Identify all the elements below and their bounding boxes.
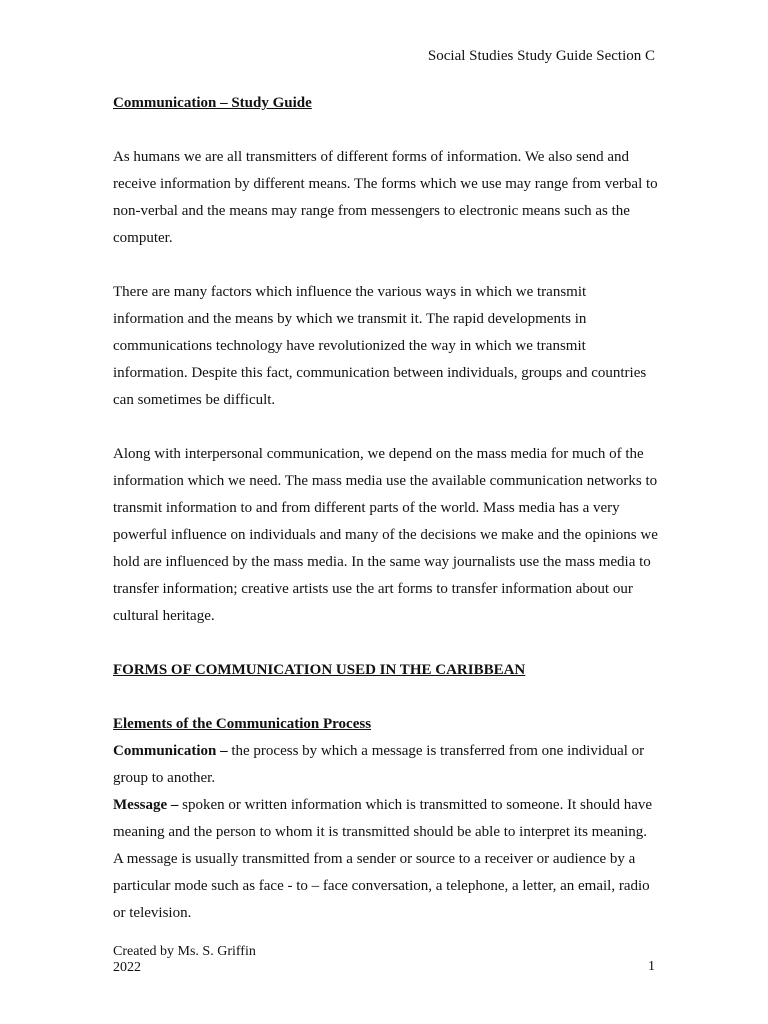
definition-text: spoken or written information which is transmitted to someone. It should have meaning and the person to whom it is transmitted should be able to interpret its meaning. A message is usually transmitted from a sender or source to a receiver or audience by a particular mode such as face - to – face conversation, a telephone, a letter, an email, radio or television. — [113, 797, 653, 921]
sub-heading: Elements of the Communication Process — [113, 716, 372, 732]
definition-message — [113, 792, 658, 927]
definition-term: Communication – — [113, 743, 228, 759]
definition-text: the process by which a message is transferred from one individual or group to another. — [113, 743, 645, 786]
page-number: 1 — [648, 959, 655, 974]
document-body — [113, 90, 658, 927]
footer-year: 2022 — [113, 960, 141, 975]
paragraph-factors: There are many factors which influence the various ways in which we transmit information and the means by which we transmit it. The rapid developments in communications technology have revolutionized the way in which we transmit information. Despite this fact, communication between individuals, groups and countries can sometimes be difficult. — [113, 284, 647, 408]
definition-term: Message – — [113, 797, 179, 813]
paragraph-mass-media: Along with interpersonal communication, we depend on the mass media for much of the information which we need. The mass media use the available communication networks to transmit information to and from different parts of the world. Mass media has a very powerful influence on individuals and many of the decisions we make and the opinions we hold are influenced by the mass media. In the same way journalists use the mass media to transfer information; creative artists use the art forms to transfer information about our cultural heritage. — [113, 446, 658, 624]
footer-author: Created by Ms. S. Griffin — [113, 944, 256, 959]
running-header: Social Studies Study Guide Section C — [427, 48, 655, 64]
definition-communication — [113, 738, 658, 792]
footer-credit — [113, 944, 256, 976]
document-title: Communication – Study Guide — [113, 95, 312, 111]
section-heading: FORMS OF COMMUNICATION USED IN THE CARIBBEAN — [113, 662, 526, 678]
paragraph-intro: As humans we are all transmitters of different forms of information. We also send and receive information by different means. The forms which we use may range from verbal to non-verbal and the means may range from messengers to electronic means such as the computer. — [113, 149, 658, 246]
